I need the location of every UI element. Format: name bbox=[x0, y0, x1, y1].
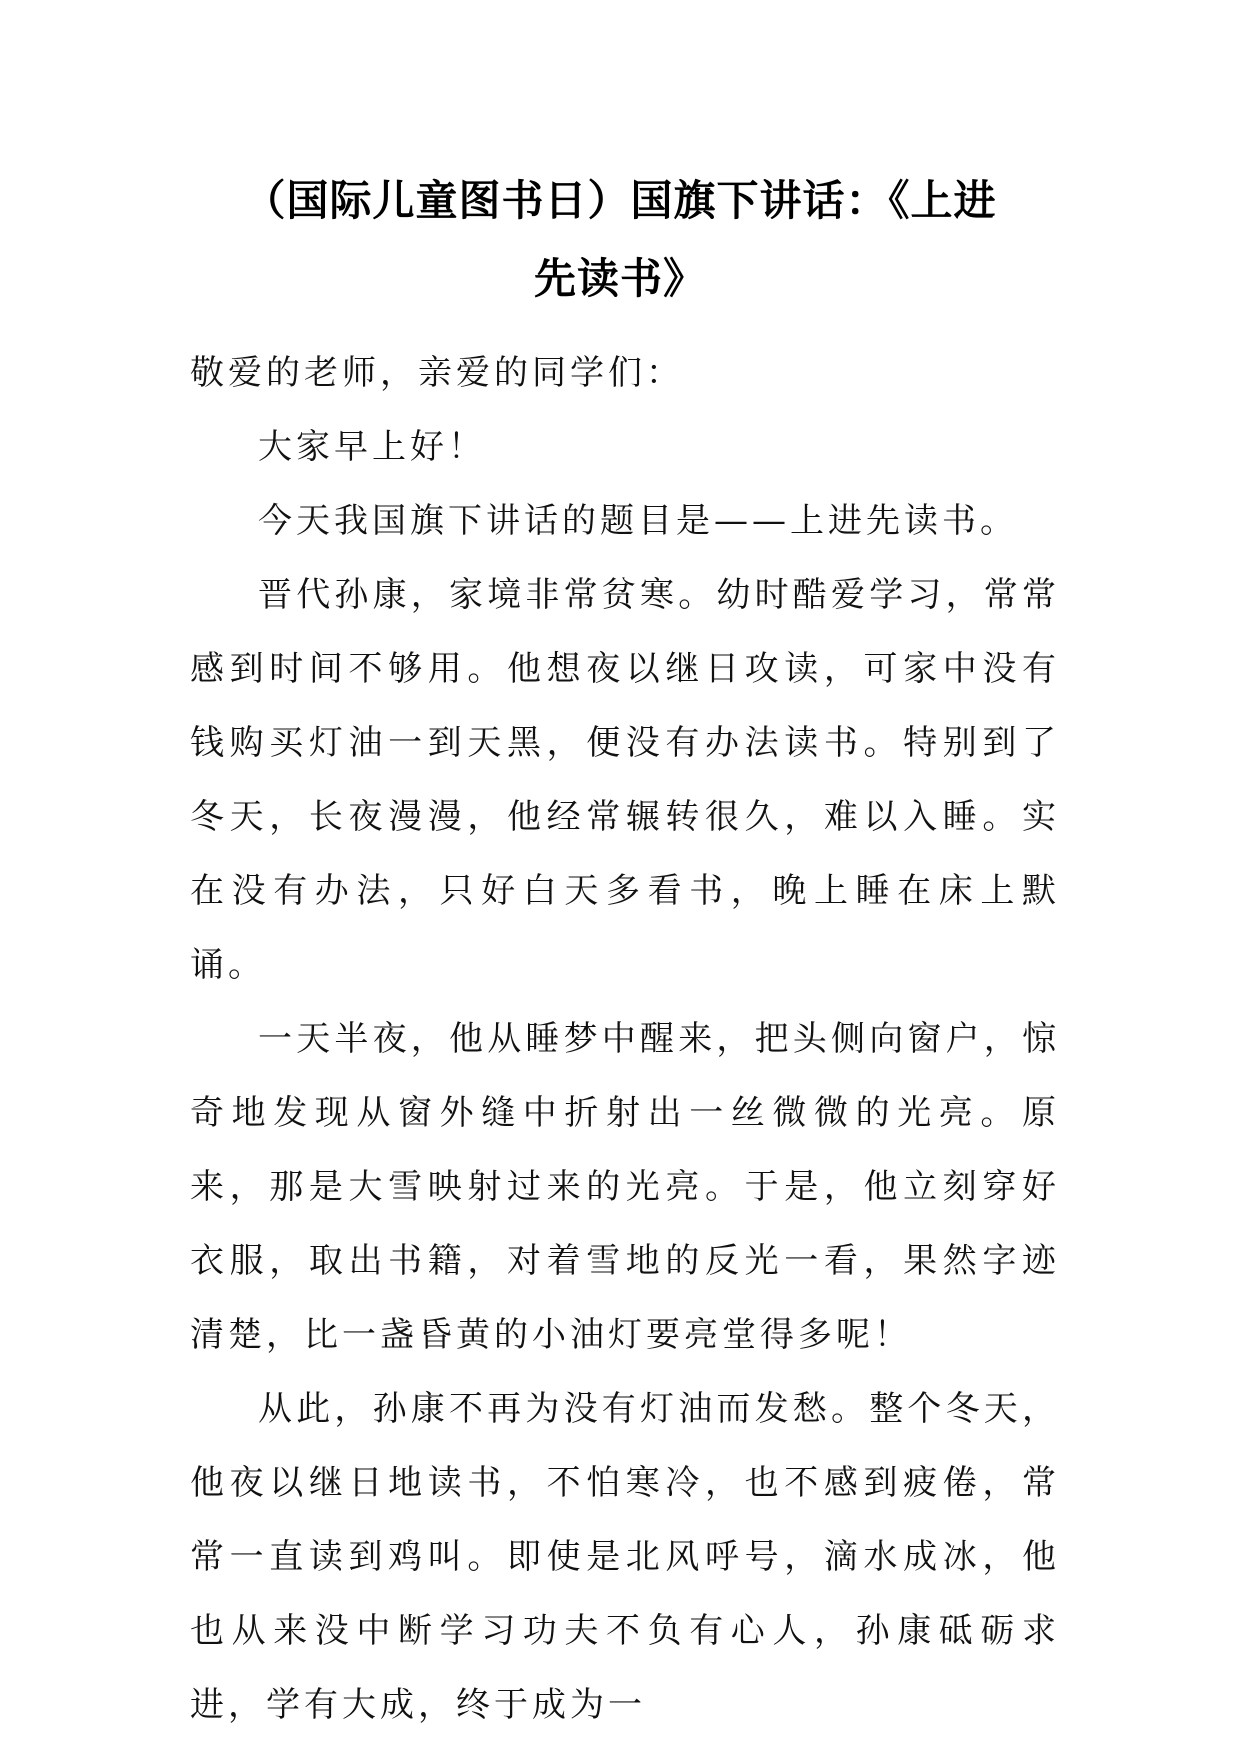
document-body bbox=[190, 336, 1060, 1742]
salutation: 敬爱的老师，亲爱的同学们： bbox=[190, 353, 684, 393]
document-title bbox=[150, 162, 1090, 318]
paragraph-sun-kang-poverty: 晋代孙康，家境非常贫寒。幼时酷爱学习，常常感到时间不够用。他想夜以继日攻读，可家中没有钱购买灯油一到天黑，便没有办法读书。特别到了冬天，长夜漫漫，他经常辗转很久，难以入睡。实在没有办法，只好白天多看书，晚上睡在床上默诵。 bbox=[190, 575, 1060, 985]
title-line-2: 先读书》 bbox=[533, 254, 706, 303]
paragraph-perseverance: 从此，孙康不再为没有灯油而发愁。整个冬天，他夜以继日地读书，不怕寒冷，也不感到疲倦，常常一直读到鸡叫。即使是北风呼号，滴水成冰，他也从来没中断学习功夫不负有心人，孙康砥砺求进，学有大成，终于成为一 bbox=[190, 1389, 1060, 1725]
title-line-1: （国际儿童图书日）国旗下讲话：《上进 bbox=[243, 176, 997, 225]
paragraph-topic: 今天我国旗下讲话的题目是——上进先读书。 bbox=[258, 501, 1018, 541]
paragraph-snow-light: 一天半夜，他从睡梦中醒来，把头侧向窗户，惊奇地发现从窗外缝中折射出一丝微微的光亮。原来，那是大雪映射过来的光亮。于是，他立刻穿好衣服，取出书籍，对着雪地的反光一看，果然字迹清楚，比一盏昏黄的小油灯要亮堂得多呢！ bbox=[190, 1019, 1060, 1355]
paragraph-greeting: 大家早上好！ bbox=[258, 427, 486, 467]
